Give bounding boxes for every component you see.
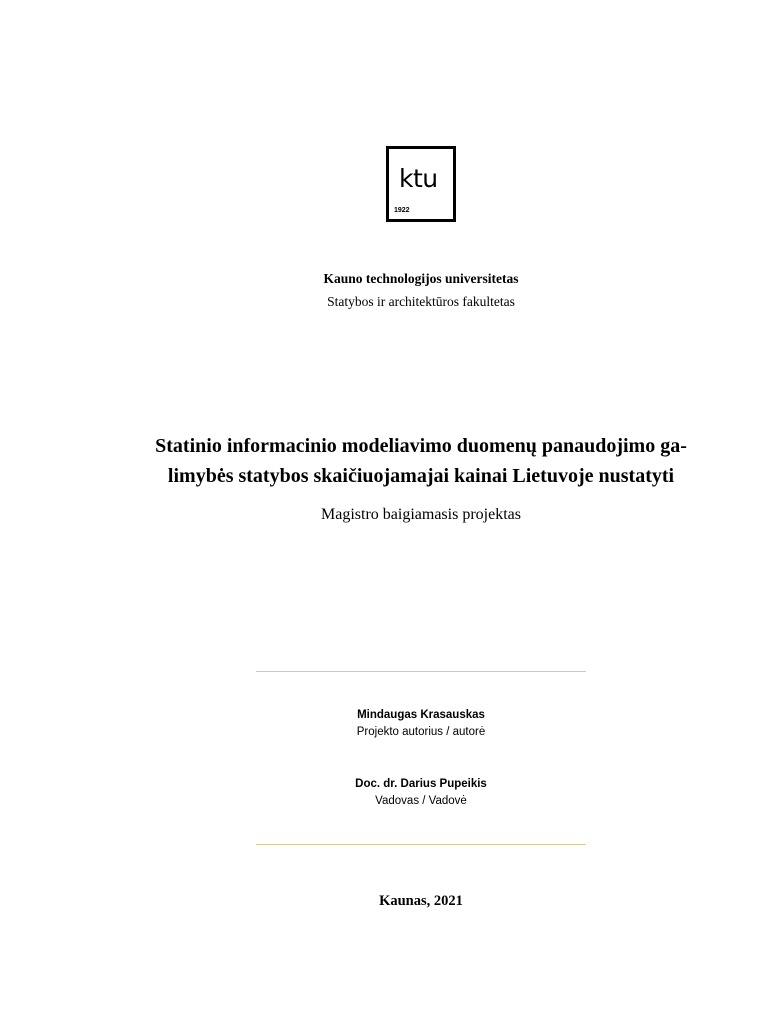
ktu-logo xyxy=(386,146,456,222)
logo-text: ktu xyxy=(399,164,438,193)
university-name: Kauno technologijos universitetas xyxy=(323,271,519,286)
bottom-divider xyxy=(256,844,586,845)
author-name: Mindaugas Krasauskas xyxy=(357,709,485,721)
thesis-title-line-1: Statinio informacinio modeliavimo duomenų panaudojimo ga- xyxy=(155,435,687,457)
thesis-type: Magistro baigiamasis projektas xyxy=(321,506,521,523)
logo-year: 1922 xyxy=(394,207,410,214)
thesis-title-line-2: limybės statybos skaičiuojamajai kainai Lietuvoje nustatyti xyxy=(167,465,675,487)
thesis-title xyxy=(0,431,770,491)
author-role: Projekto autorius / autorė xyxy=(356,726,486,738)
faculty-name: Statybos ir architektūros fakultetas xyxy=(327,294,515,309)
place-and-year: Kaunas, 2021 xyxy=(379,893,463,909)
supervisor-name: Doc. dr. Darius Pupeikis xyxy=(355,778,487,790)
top-divider xyxy=(256,671,586,672)
supervisor-role: Vadovas / Vadovė xyxy=(375,795,467,807)
